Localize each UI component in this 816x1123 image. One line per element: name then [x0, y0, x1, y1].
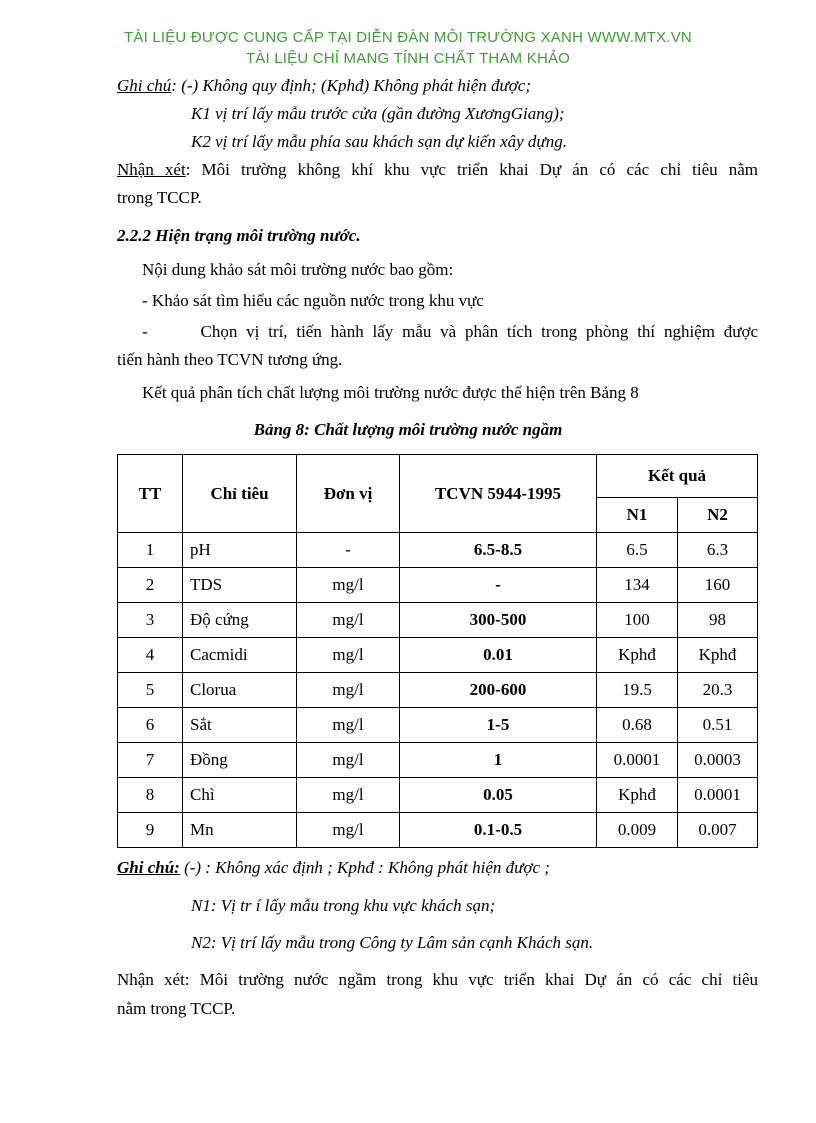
cell-don-vi: mg/l [297, 708, 400, 743]
cell-tcvn: 1-5 [400, 708, 597, 743]
cell-n2: Kphđ [678, 638, 758, 673]
cell-n1: 0.68 [597, 708, 678, 743]
cell-tt: 3 [118, 603, 183, 638]
cell-don-vi: - [297, 533, 400, 568]
paragraph-2: - Khảo sát tìm hiểu các nguồn nước trong khu vực [142, 291, 484, 310]
remark-label: Nhận xét [117, 160, 186, 179]
note2-text: (-) : Không xác định ; Kphđ : Không phát hiện được ; [179, 858, 550, 877]
header-n1: N1 [597, 498, 678, 533]
cell-don-vi: mg/l [297, 568, 400, 603]
cell-n2: 6.3 [678, 533, 758, 568]
cell-tt: 8 [118, 778, 183, 813]
cell-tcvn: 1 [400, 743, 597, 778]
cell-chi-tieu: Cacmidi [183, 638, 297, 673]
remark-water-line1: Nhận xét: Môi trường nước ngầm trong khu vực triển khai Dự án có các chỉ tiêu [117, 970, 758, 989]
note-k1: K1 vị trí lấy mẫu trước cửa (gần đường XươngGiang); [191, 104, 565, 123]
remark-text: : Môi trường không khí khu vực triển khai Dự án có các chỉ tiêu nằm [185, 160, 758, 179]
paragraph-4: Kết quả phân tích chất lượng môi trường nước được thể hiện trên Bảng 8 [142, 383, 639, 402]
cell-n2: 98 [678, 603, 758, 638]
header-chi-tieu: Chỉ tiêu [183, 455, 297, 533]
note2-line [117, 858, 550, 878]
cell-n1: 134 [597, 568, 678, 603]
section-heading: 2.2.2 Hiện trạng môi trường nước. [117, 226, 361, 245]
cell-n2: 0.0003 [678, 743, 758, 778]
cell-don-vi: mg/l [297, 813, 400, 848]
cell-tt: 2 [118, 568, 183, 603]
note2-n2: N2: Vị trí lấy mẫu trong Công ty Lâm sản cạnh Khách sạn. [191, 933, 594, 952]
cell-tcvn: 0.1-0.5 [400, 813, 597, 848]
cell-don-vi: mg/l [297, 603, 400, 638]
table-row [118, 813, 758, 848]
cell-chi-tieu: Chì [183, 778, 297, 813]
watermark-header-line1: TÀI LIỆU ĐƯỢC CUNG CẤP TẠI DIỄN ĐÀN MÔI TRƯỜNG XANH WWW.MTX.VN [124, 29, 692, 46]
table-row [118, 708, 758, 743]
header-ket-qua: Kết quả [597, 455, 758, 498]
paragraph-1: Nội dung khảo sát môi trường nước bao gồm: [142, 260, 454, 279]
table-row [118, 533, 758, 568]
cell-n1: 6.5 [597, 533, 678, 568]
paragraph-3-line2: tiến hành theo TCVN tương ứng. [117, 350, 343, 369]
cell-chi-tieu: Đồng [183, 743, 297, 778]
table-row [118, 673, 758, 708]
note2-n1: N1: Vị tr í lấy mẫu trong khu vực khách sạn; [191, 896, 496, 915]
remark-air-line2: trong TCCP. [117, 188, 202, 207]
header-n2: N2 [678, 498, 758, 533]
cell-tt: 1 [118, 533, 183, 568]
watermark-header-line2: TÀI LIỆU CHỈ MANG TÍNH CHẤT THAM KHẢO [245, 50, 571, 67]
cell-don-vi: mg/l [297, 673, 400, 708]
remark-water-line2: nằm trong TCCP. [117, 999, 236, 1018]
cell-tcvn: - [400, 568, 597, 603]
header-tt: TT [118, 455, 183, 533]
table-caption: Bảng 8: Chất lượng môi trường nước ngầm [253, 420, 563, 439]
cell-tcvn: 0.01 [400, 638, 597, 673]
remark-air-line1 [117, 160, 758, 180]
cell-don-vi: mg/l [297, 778, 400, 813]
table-row [118, 568, 758, 603]
cell-don-vi: mg/l [297, 743, 400, 778]
note-line [117, 76, 531, 96]
table-row [118, 638, 758, 673]
cell-tt: 6 [118, 708, 183, 743]
cell-tcvn: 6.5-8.5 [400, 533, 597, 568]
cell-chi-tieu: pH [183, 533, 297, 568]
cell-chi-tieu: TDS [183, 568, 297, 603]
cell-n1: 0.009 [597, 813, 678, 848]
note-text: : (-) Không quy định; (Kphđ) Không phát hiện được; [171, 76, 532, 95]
cell-tt: 5 [118, 673, 183, 708]
table-header-row [118, 455, 758, 498]
cell-n2: 0.007 [678, 813, 758, 848]
cell-chi-tieu: Độ cứng [183, 603, 297, 638]
cell-n1: 0.0001 [597, 743, 678, 778]
cell-n2: 0.51 [678, 708, 758, 743]
cell-tcvn: 300-500 [400, 603, 597, 638]
cell-n1: 100 [597, 603, 678, 638]
cell-chi-tieu: Sắt [183, 708, 297, 743]
note2-label: Ghi chú: [117, 858, 180, 877]
cell-n2: 0.0001 [678, 778, 758, 813]
cell-n2: 20.3 [678, 673, 758, 708]
header-tcvn: TCVN 5944-1995 [400, 455, 597, 533]
cell-chi-tieu: Mn [183, 813, 297, 848]
cell-tcvn: 0.05 [400, 778, 597, 813]
cell-tt: 7 [118, 743, 183, 778]
cell-don-vi: mg/l [297, 638, 400, 673]
cell-n1: Kphđ [597, 638, 678, 673]
cell-chi-tieu: Clorua [183, 673, 297, 708]
table-row [118, 603, 758, 638]
table-row [118, 743, 758, 778]
cell-tcvn: 200-600 [400, 673, 597, 708]
paragraph-3-line1: - Chọn vị trí, tiến hành lấy mẫu và phân tích trong phòng thí nghiệm được [142, 322, 758, 341]
header-don-vi: Đơn vị [297, 455, 400, 533]
note-label: Ghi chú [117, 76, 172, 95]
cell-tt: 4 [118, 638, 183, 673]
cell-n1: 19.5 [597, 673, 678, 708]
water-quality-table [117, 454, 758, 848]
cell-n1: Kphđ [597, 778, 678, 813]
cell-n2: 160 [678, 568, 758, 603]
note-k2: K2 vị trí lấy mẫu phía sau khách sạn dự kiến xây dựng. [191, 132, 567, 151]
table-row [118, 778, 758, 813]
cell-tt: 9 [118, 813, 183, 848]
